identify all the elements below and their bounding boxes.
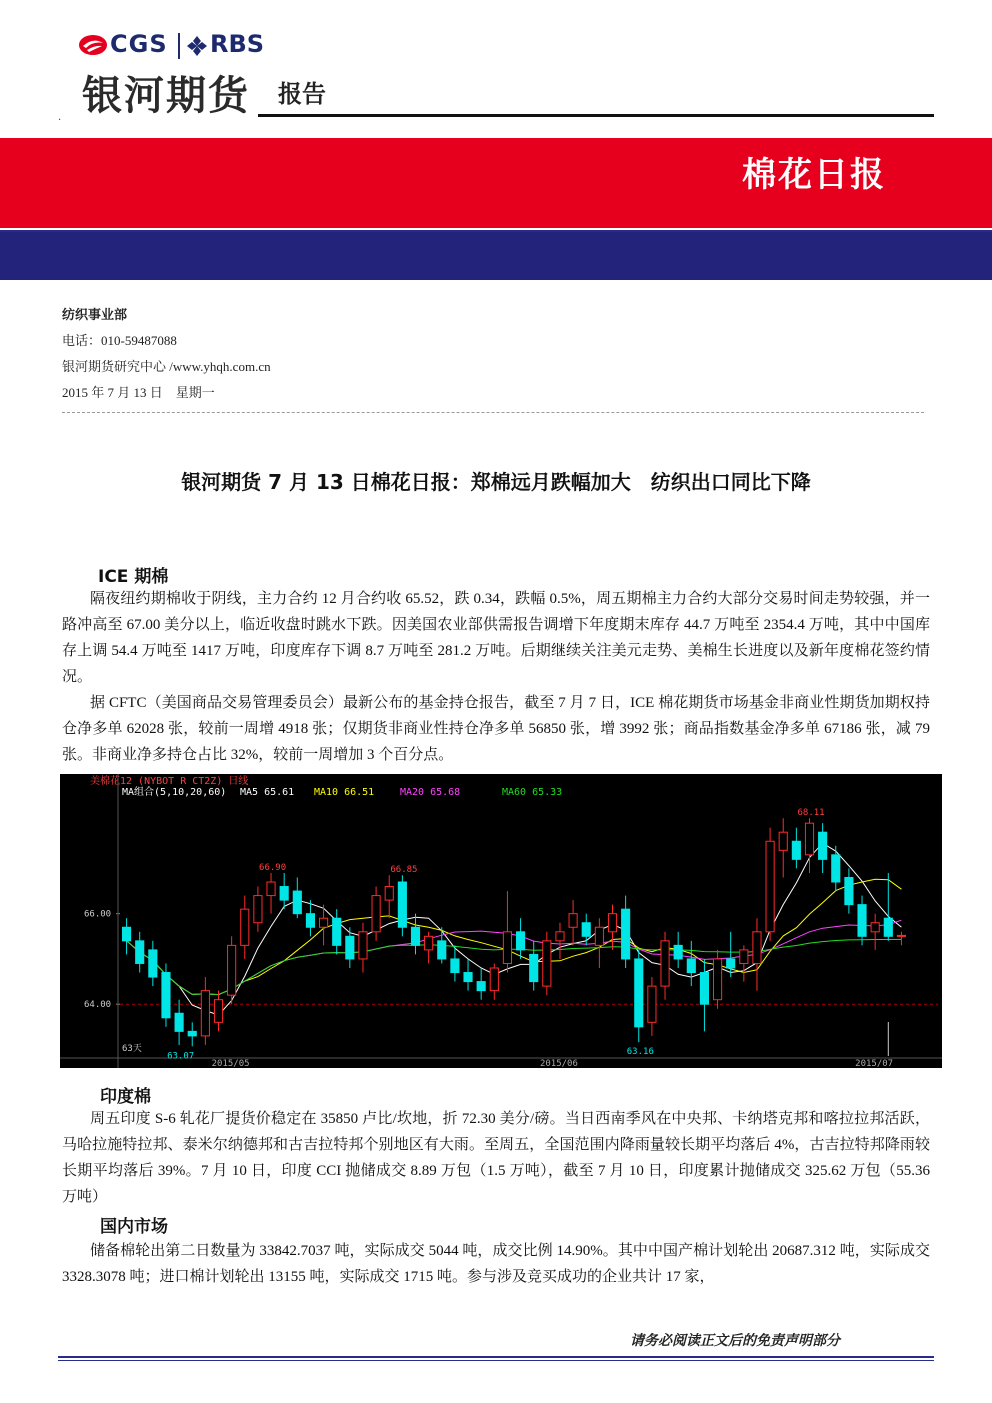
- price-annotation: 63.07: [167, 1051, 195, 1062]
- candle-body: [319, 918, 327, 927]
- candle-body: [858, 905, 866, 937]
- legend-entry: MA组合(5,10,20,60): [122, 787, 227, 798]
- candle-body: [241, 909, 249, 945]
- candle-body: [293, 891, 301, 914]
- candle-body: [425, 936, 433, 950]
- candle-body: [162, 973, 170, 1018]
- paragraph: 隔夜纽约期棉收于阴线，主力合约 12 月合约收 65.52，跌 0.34，跌幅 0.5%，周五期棉主力合约大部分交易时间走势较强，并一路冲高至 67.00 美分以上，临近收盘时跳水下跌。因美国农业部供需报告调增下年度期末库存 44.7 万吨至 2354.4 万吨，其中中国库存上调 54.4 万吨至 1417 万吨，印度库存下调 8.7 万吨至 281.2 万吨。后期继续关注美元走势、美棉生长进度以及新年度棉花签约情况。: [62, 591, 930, 685]
- candle-body: [766, 841, 774, 932]
- candle-body: [188, 1031, 196, 1036]
- candle-body: [530, 954, 538, 981]
- brand-name: 银河期货: [82, 73, 250, 119]
- section-heading-domestic: 国内市场: [100, 1217, 168, 1237]
- x-tick-label: 2015/06: [539, 1059, 578, 1068]
- candle-body: [254, 896, 262, 923]
- candle-body: [595, 927, 603, 945]
- cotton-candlestick-chart: [60, 774, 942, 1068]
- candle-body: [753, 932, 761, 964]
- y-tick-label: 64.00: [84, 1000, 112, 1011]
- report-title: 银河期货 7 月 13 日棉花日报：郑棉远月跌幅加大 纺织出口同比下降: [181, 470, 811, 494]
- candle-body: [569, 914, 577, 928]
- blue-band: [0, 232, 992, 280]
- paragraph: 据 CFTC（美国商品交易管理委员会）最新公布的基金持仓报告，截至 7 月 7 日，ICE 棉花期货市场基金非商业性期货加期权持仓净多单 62028 张，较前一周增 4918 张；仅期货非商业性持仓净多单 56850 张，增 3992 张；商品指数基金净多单 67186 张，减 79 张。非商业净多持仓占比 32%，较前一周增加 3 个百分点。: [62, 695, 930, 763]
- candle-body: [267, 882, 275, 896]
- candle-body: [661, 941, 669, 986]
- section-heading-india: 印度棉: [100, 1087, 151, 1107]
- candle-body: [333, 918, 341, 945]
- footer-rule-thin: [58, 1360, 934, 1361]
- candle-body: [490, 968, 498, 991]
- candle-body: [477, 982, 485, 991]
- candle-body: [398, 882, 406, 927]
- candle-body: [306, 914, 314, 928]
- logo-cgs-text: CGS: [110, 30, 168, 58]
- candle-body: [845, 877, 853, 904]
- report-band-title: 棉花日报: [742, 155, 886, 195]
- candle-body: [503, 932, 511, 964]
- legend-entry: MA20 65.68: [400, 787, 461, 798]
- candle-body: [451, 959, 459, 973]
- department-label: 纺织事业部: [62, 308, 128, 323]
- candle-body: [201, 991, 209, 1036]
- candle-body: [122, 927, 130, 941]
- candle-body: [359, 932, 367, 959]
- candle-body: [648, 986, 656, 1022]
- price-annotation: 66.85: [390, 865, 418, 876]
- legend-entry: MA60 65.33: [502, 787, 563, 798]
- footer-rule: [58, 1356, 934, 1358]
- rbs-logo-icon: [186, 35, 208, 57]
- paragraph: 储备棉轮出第二日数量为 33842.7037 吨，实际成交 5044 吨，成交比例 14.90%。其中中国产棉计划轮出 20687.312 吨，实际成交 3328.3078 吨；进口棉计划轮出 13155 吨，实际成交 1715 吨。参与涉及竞买成功的企业共计 17 家，: [62, 1243, 930, 1285]
- candle-body: [411, 927, 419, 945]
- legend-entry: MA5 65.61: [240, 787, 295, 798]
- candle-body: [582, 923, 590, 937]
- candle-body: [805, 823, 813, 855]
- x-tick-label: 2015/07: [855, 1059, 894, 1068]
- candle-body: [871, 923, 879, 932]
- logo-separator: [178, 33, 180, 59]
- candle-body: [884, 918, 892, 936]
- website-text: 银河期货研究中心 /www.yhqh.com.cn: [62, 359, 271, 374]
- price-annotation: 68.11: [797, 808, 825, 819]
- candle-body: [832, 855, 840, 882]
- candle-body: [149, 950, 157, 977]
- candle-body: [897, 935, 905, 936]
- candle-body: [635, 959, 643, 1027]
- candle-body: [727, 959, 735, 968]
- candle-body: [228, 945, 236, 995]
- price-annotation: 66.90: [259, 862, 287, 873]
- candle-body: [622, 909, 630, 959]
- candle-body: [700, 973, 708, 1005]
- candle-body: [214, 1000, 222, 1023]
- candle-body: [674, 945, 682, 959]
- section-body-india: [62, 1106, 930, 1210]
- section-heading-ice: ICE 期棉: [98, 567, 169, 587]
- candle-body: [516, 932, 524, 950]
- candle-body: [543, 941, 551, 986]
- x-tick-label: 2015/05: [211, 1059, 250, 1068]
- candle-body: [438, 941, 446, 959]
- candle-body: [792, 841, 800, 859]
- price-annotation: 63.16: [626, 1047, 654, 1058]
- candle-body: [713, 959, 721, 1000]
- candle-body: [556, 932, 564, 941]
- price-annotation: 63天: [122, 1044, 142, 1054]
- candle-body: [385, 887, 393, 901]
- candle-body: [464, 973, 472, 982]
- header-rule: [258, 114, 934, 117]
- report-date: 2015 年 7 月 13 日 星期一: [62, 385, 215, 400]
- candle-body: [608, 914, 616, 932]
- section-body-domestic: [62, 1238, 930, 1290]
- candle-body: [740, 950, 748, 964]
- logo-rbs-text: RBS: [210, 30, 265, 58]
- phone-text: 电话：010-59487088: [62, 333, 177, 348]
- section-body-ice: [62, 586, 930, 768]
- candle-body: [136, 941, 144, 964]
- y-tick-label: 66.00: [84, 909, 112, 920]
- dashed-divider: [62, 412, 924, 413]
- candle-body: [372, 896, 380, 932]
- legend-entry: MA10 66.51: [314, 787, 375, 798]
- candle-body: [819, 832, 827, 859]
- candle-body: [779, 832, 787, 850]
- report-type-label: 报告: [278, 80, 326, 108]
- candle-body: [346, 936, 354, 959]
- header-dot: .: [58, 112, 62, 123]
- cgs-logo-icon: [78, 33, 108, 57]
- paragraph: 周五印度 S-6 轧花厂提货价稳定在 35850 卢比/坎地，折 72.30 美分/磅。当日西南季风在中央邦、卡纳塔克邦和喀拉拉邦活跃，马哈拉施特拉邦、泰米尔纳德邦和古吉拉特邦个别地区有大雨。至周五，全国范围内降雨量较长期平均落后 4%，古吉拉特邦降雨较长期平均落后 39%。7 月 10 日，印度 CCI 抛储成交 8.89 万包（1.5 万吨），截至 7 月 10 日，印度累计抛储成交 325.62 万包（55.36 万吨）: [62, 1111, 930, 1205]
- candle-body: [687, 959, 695, 973]
- chart-title: 美棉花12 (NYBOT R CT2Z) 日线: [90, 776, 249, 787]
- candle-body: [175, 1013, 183, 1031]
- candle-body: [280, 887, 288, 901]
- disclaimer-note: 请务必阅读正文后的免责声明部分: [630, 1333, 840, 1349]
